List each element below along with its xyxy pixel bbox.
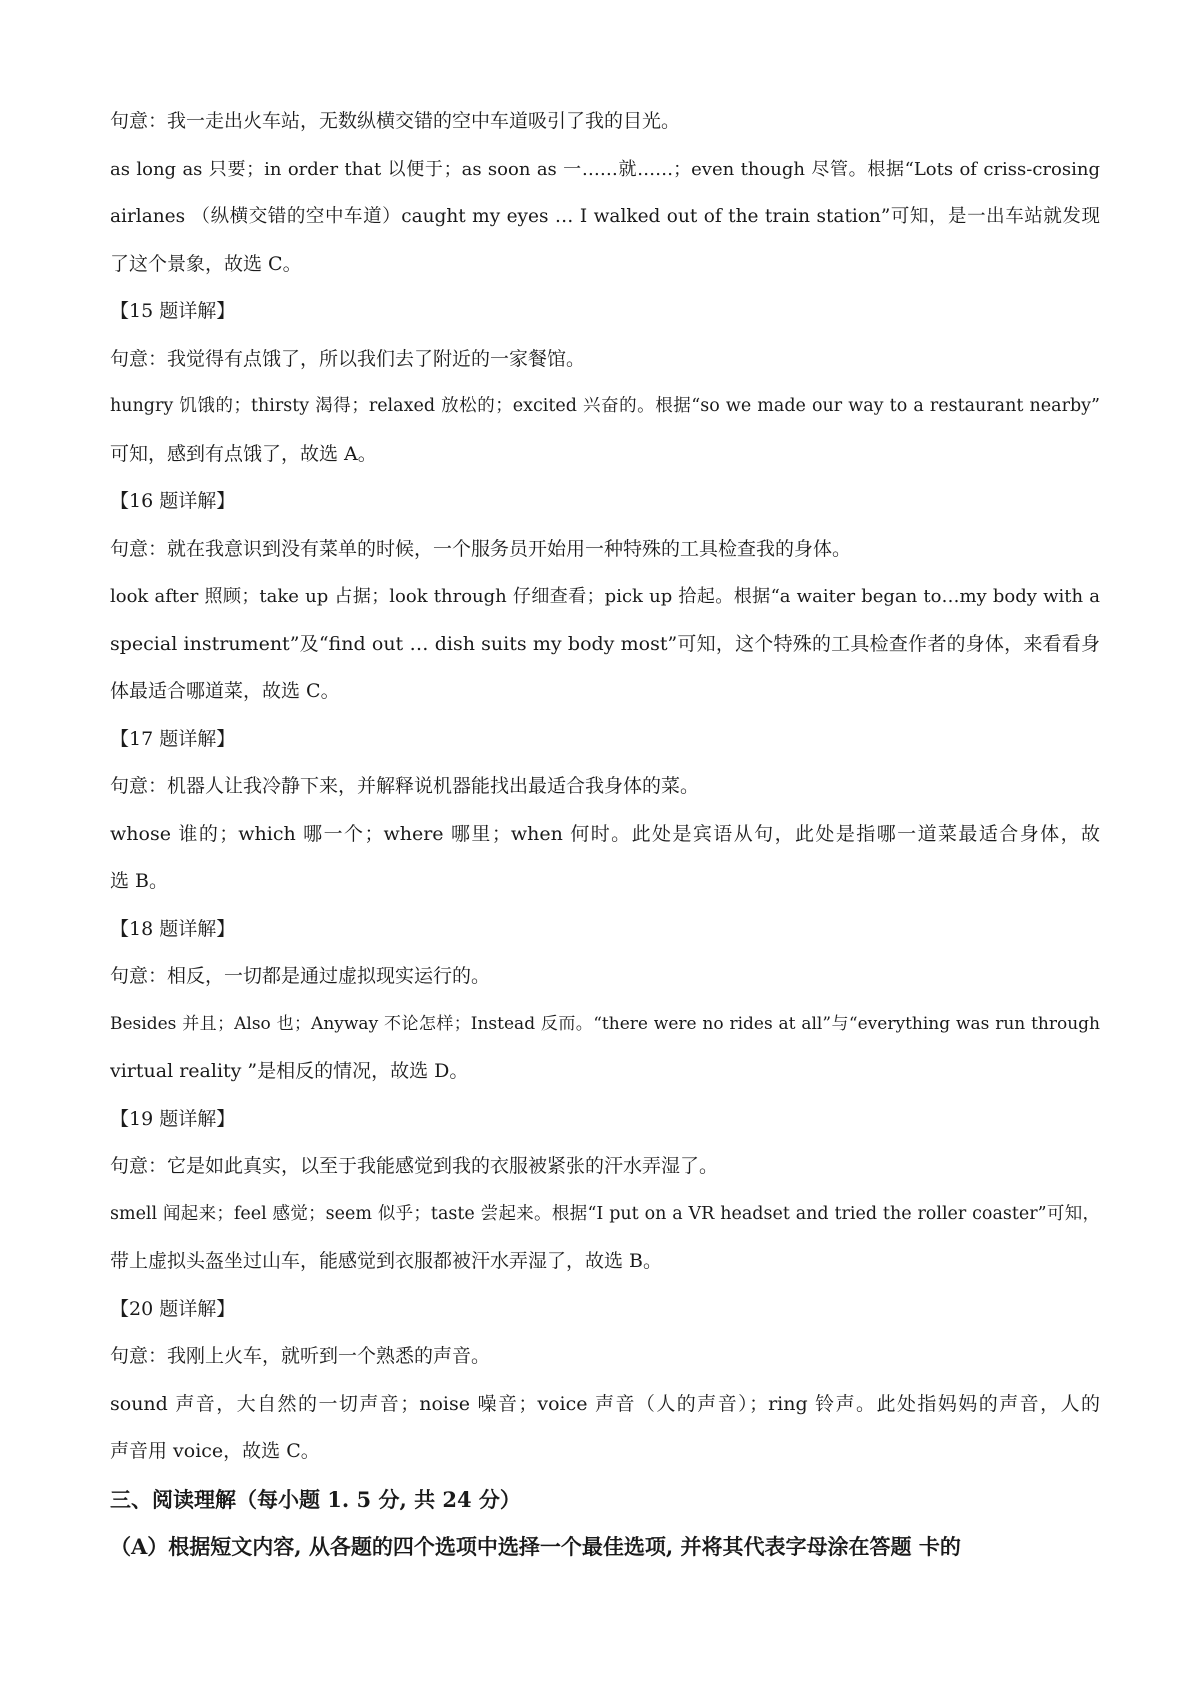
q16-answer-line: 体最适合哪道菜，故选 C。 — [110, 680, 340, 702]
q18-answer-line: virtual reality ”是相反的情况，故选 D。 — [110, 1060, 469, 1082]
document-body — [110, 98, 1100, 1571]
q16-options-line: look after 照顾；take up 占据；look through 仔细查看；pick up 拾起。根据“a waiter began to…my body with a — [110, 586, 1100, 607]
q19-meaning-line: 句意：它是如此真实，以至于我能感觉到我的衣服被紧张的汗水弄湿了。 — [110, 1155, 719, 1177]
q19-heading: 【19 题详解】 — [110, 1107, 236, 1130]
q19-answer-line: 带上虚拟头盔坐过山车，能感觉到衣服都被汗水弄湿了，故选 B。 — [110, 1250, 663, 1272]
q14-options-line: as long as 只要；in order that 以便于；as soon as 一……就……；even though 尽管。根据“Lots of criss-crosing — [110, 158, 1100, 180]
q14-explanation-line: airlanes （纵横交错的空中车道）caught my eyes … I walked out of the train station”可知，是一出车站就发现 — [110, 206, 1100, 227]
q17-answer-line: 选 B。 — [110, 870, 169, 892]
q18-heading: 【18 题详解】 — [110, 917, 236, 940]
q15-answer-line: 可知，感到有点饿了，故选 A。 — [110, 442, 377, 465]
q16-meaning-line: 句意：就在我意识到没有菜单的时候，一个服务员开始用一种特殊的工具检查我的身体。 — [110, 537, 852, 560]
q20-meaning-line: 句意：我刚上火车，就听到一个熟悉的声音。 — [110, 1345, 491, 1367]
q20-answer-line: 声音用 voice，故选 C。 — [110, 1440, 320, 1462]
q14-answer-line: 了这个景象，故选 C。 — [110, 252, 302, 275]
q17-options-line: whose 谁的；which 哪一个；where 哪里；when 何时。此处是宾语从句，此处是指哪一道菜最适合身体，故 — [110, 822, 1100, 845]
q16-heading: 【16 题详解】 — [110, 490, 236, 512]
q20-options-line: sound 声音，大自然的一切声音；noise 噪音；voice 声音（人的声音）；ring 铃声。此处指妈妈的声音，人的 — [110, 1392, 1100, 1415]
q17-heading: 【17 题详解】 — [110, 727, 236, 750]
section-instruction: （A）根据短文内容, 从各题的四个选项中选择一个最佳选项, 并将其代表字母涂在答题 卡的 — [110, 1534, 961, 1559]
section-heading: 三、阅读理解（每小题 1. 5 分, 共 24 分） — [110, 1486, 521, 1512]
q18-meaning-line: 句意：相反，一切都是通过虚拟现实运行的。 — [110, 965, 491, 987]
q16-explanation-line: special instrument”及“find out … dish suits my body most”可知，这个特殊的工具检查作者的身体，来看看身 — [110, 632, 1100, 655]
q15-meaning-line: 句意：我觉得有点饿了，所以我们去了附近的一家餐馆。 — [110, 347, 586, 370]
q14-meaning-line: 句意：我一走出火车站，无数纵横交错的空中车道吸引了我的目光。 — [110, 110, 681, 132]
q19-options-line: smell 闻起来；feel 感觉；seem 似乎；taste 尝起来。根据“I put on a VR headset and tried the roller coaster”可知， — [110, 1203, 1100, 1224]
q20-heading: 【20 题详解】 — [110, 1297, 236, 1320]
q15-heading: 【15 题详解】 — [110, 300, 236, 322]
q15-options-line: hungry 饥饿的；thirsty 渴得；relaxed 放松的；excited 兴奋的。根据“so we made our way to a restaurant nearby” — [110, 396, 1100, 416]
q18-options-line: Besides 并且；Also 也；Anyway 不论怎样；Instead 反而。“there were no rides at all”与“everything was run through — [110, 1013, 1100, 1034]
q17-meaning-line: 句意：机器人让我冷静下来，并解释说机器能找出最适合我身体的菜。 — [110, 775, 700, 797]
